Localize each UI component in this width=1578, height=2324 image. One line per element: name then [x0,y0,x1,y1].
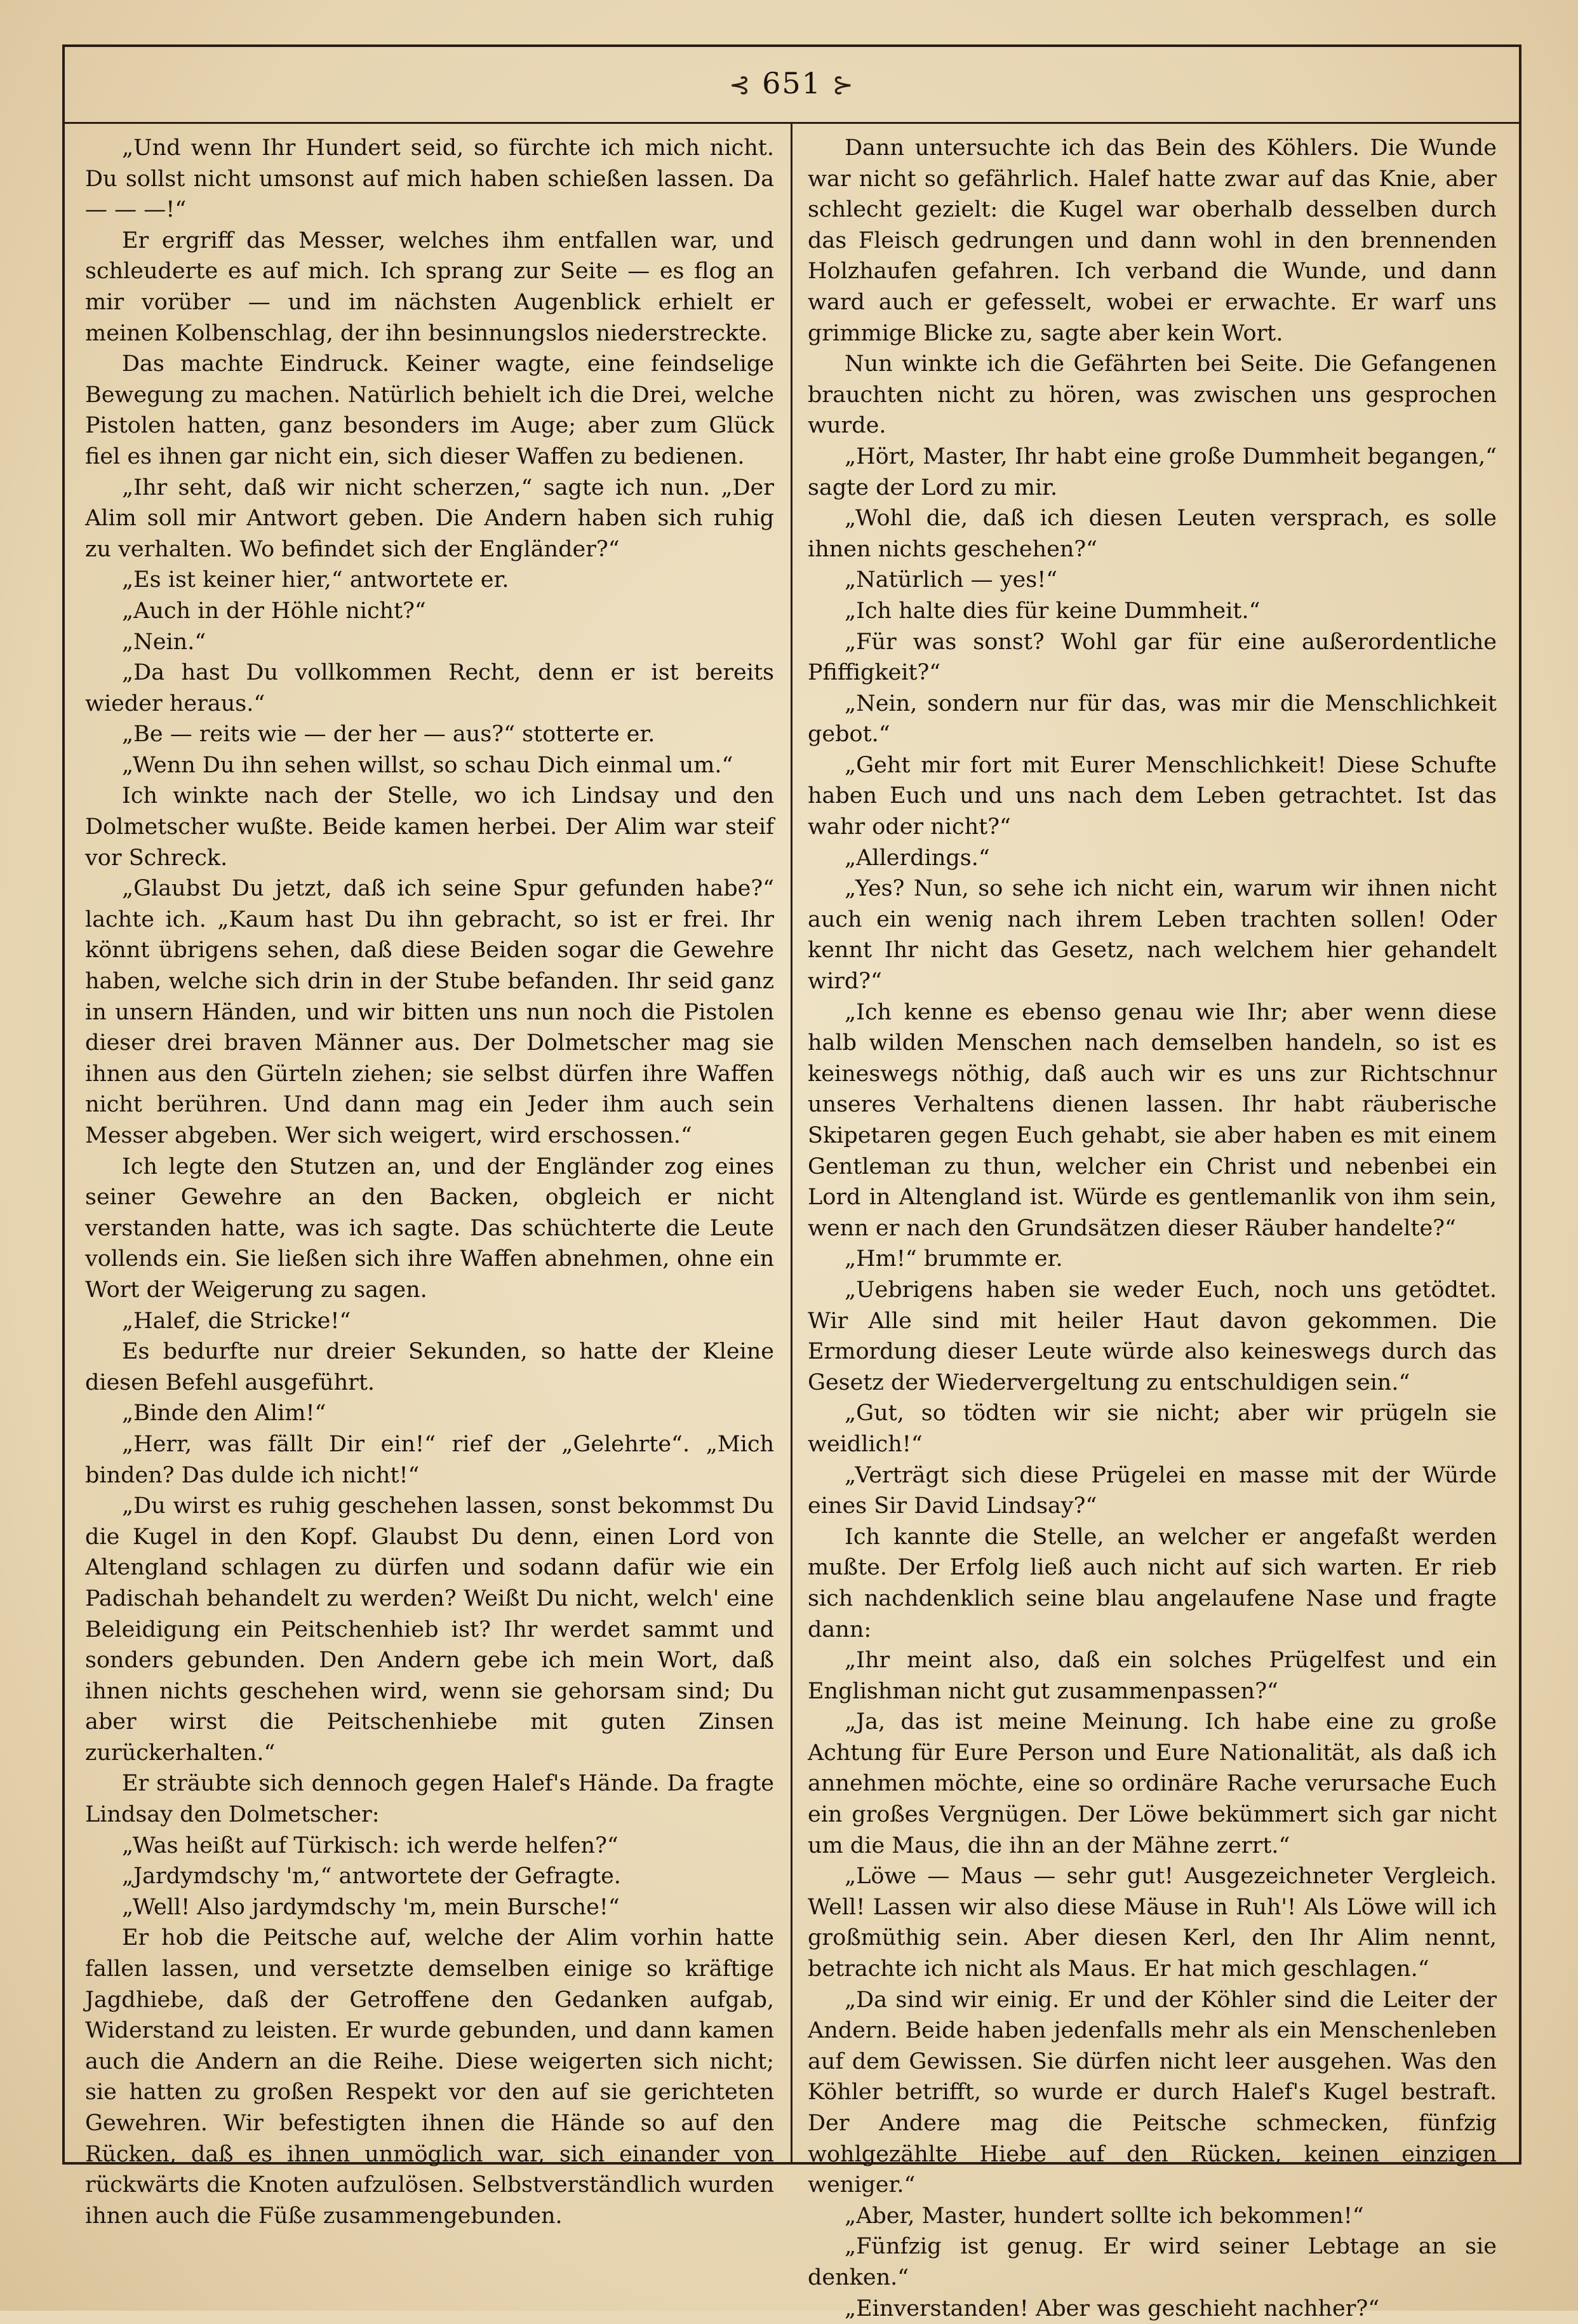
paragraph: Ich winkte nach der Stelle, wo ich Lindsay und den Dolmetscher wußte. Beide kamen herbei. Der Alim war steif vor Schreck. [85,783,774,871]
page-frame [62,44,1521,2321]
right-ornament-icon: ⊱ [832,71,855,100]
paragraph: „Ja, das ist meine Meinung. Ich habe eine zu große Achtung für Eure Person und Eure Nationalität, als daß ich annehmen möchte, eine so ordinäre Rache verursache Euch ein großes Vergnügen. Der Löwe bekümmert sich gar nicht um die Maus, die ihn an der Mähne zerrt.“ [808,1709,1497,1858]
page-header [65,66,1519,111]
paragraph: „Löwe — Maus — sehr gut! Ausgezeichneter Vergleich. Well! Lassen wir also diese Mäuse in Ruh'! Als Löwe will ich großmüthig sein. Aber diesen Kerl, den Ihr Alim nennt, betrachte ich nicht als Maus. Er hat mich geschlagen.“ [808,1864,1497,1982]
paragraph: „Natürlich — yes!“ [845,567,1058,593]
paragraph: Dann untersuchte ich das Bein des Köhlers. Die Wunde war nicht so gefährlich. Halef hatte zwar auf das Knie, aber schlecht gezielt: die Kugel war oberhalb desselben durch das Fleisch gedrungen und dann wohl in den brennenden Holzhaufen gefahren. Ich verband die Wunde, und dann ward auch er gefesselt, wobei er erwachte. Er warf uns grimmige Blicke zu, sagte aber kein Wort. [808,135,1497,346]
paragraph: Das machte Eindruck. Keiner wagte, eine feindselige Bewegung zu machen. Natürlich behielt ich die Drei, welche Pistolen hatten, ganz besonders im Auge; aber zum Glück fiel es ihnen gar nicht ein, sich dieser Waffen zu bedienen. [85,351,774,469]
paragraph: „Ich kenne es ebenso genau wie Ihr; aber wenn diese halb wilden Menschen nach demselben handeln, so ist es keineswegs nöthig, daß auch wir es uns zur Richtschnur unseres Verhaltens dienen lassen. Ihr habt räuberische Skipetaren gegen Euch gehabt, sie aber haben es mit einem Gentleman zu thun, welcher ein Christ und nebenbei ein Lord in Altengland ist. Würde es gentlemanlik von ihm sein, wenn er nach den Grundsätzen dieser Räuber handelte?“ [808,999,1497,1241]
paragraph: „Herr, was fällt Dir ein!“ rief der „Gelehrte“. „Mich binden? Das dulde ich nicht!“ [85,1431,774,1488]
paragraph: „Jardymdschy 'm,“ antwortete der Gefragte. [122,1864,621,1890]
paragraph: „Uebrigens haben sie weder Euch, noch uns getödtet. Wir Alle sind mit heiler Haut davon gekommen. Die Ermordung dieser Leute würde also keineswegs durch das Gesetz der Wiedervergeltung zu entschuldigen sein.“ [808,1277,1497,1395]
paragraph: „Yes? Nun, so sehe ich nicht ein, warum wir ihnen nicht auch ein wenig nach ihrem Leben trachten sollen! Oder kennt Ihr nicht das Gesetz, nach welchem hier gehandelt wird?“ [808,876,1497,995]
paragraph: „Glaubst Du jetzt, daß ich seine Spur gefunden habe?“ lachte ich. „Kaum hast Du ihn gebracht, so ist er frei. Ihr könnt übrigens sehen, daß diese Beiden sogar die Gewehre haben, welche sich drin in der Stube befanden. Ihr seid ganz in unsern Händen, und wir bitten uns nun noch die Pistolen dieser drei braven Männer aus. Der Dolmetscher mag sie ihnen aus den Gürteln ziehen; sie selbst dürfen ihre Waffen nicht berühren. Und dann mag ein Jeder ihm auch sein Messer abgeben. Wer sich weigert, wird erschossen.“ [85,876,774,1148]
paragraph: „Hm!“ brummte er. [845,1246,1063,1272]
paragraph: „Be — reits wie — der her — aus?“ stotterte er. [122,722,655,748]
paragraph: Ich legte den Stutzen an, und der Engländer zog eines seiner Gewehre an den Backen, obgleich er nicht verstanden hatte, was ich sagte. Das schüchterte die Leute vollends ein. Sie ließen sich ihre Waffen abnehmen, ohne ein Wort der Weigerung zu sagen. [85,1153,774,1303]
paragraph: „Und wenn Ihr Hundert seid, so fürchte ich mich nicht. Du sollst nicht umsonst auf mich haben schießen lassen. Da — — —!“ [85,135,774,223]
paragraph: „Binde den Alim!“ [122,1400,326,1427]
paragraph: „Ich halte dies für keine Dummheit.“ [845,598,1260,624]
paragraph: Er sträubte sich dennoch gegen Halef's Hände. Da fragte Lindsay den Dolmetscher: [85,1771,774,1828]
paragraph: „Fünfzig ist genug. Er wird seiner Lebtage an sie denken.“ [808,2234,1497,2290]
left-ornament-icon: ⊰ [728,71,752,100]
column-divider [791,122,792,2162]
paragraph: „Ihr seht, daß wir nicht scherzen,“ sagte ich nun. „Der Alim soll mir Antwort geben. Die Andern haben sich ruhig zu verhalten. Wo befindet sich der Engländer?“ [85,474,774,562]
paragraph: „Für was sonst? Wohl gar für eine außerordentliche Pfiffigkeit?“ [808,629,1497,686]
paragraph: Nun winkte ich die Gefährten bei Seite. Die Gefangenen brauchten nicht zu hören, was zwischen uns gesprochen wurde. [808,351,1497,439]
paragraph: „Allerdings.“ [845,845,990,871]
paragraph: „Hört, Master, Ihr habt eine große Dummheit begangen,“ sagte der Lord zu mir. [808,443,1497,500]
paragraph: „Wenn Du ihn sehen willst, so schau Dich einmal um.“ [122,752,733,778]
paragraph: „Du wirst es ruhig geschehen lassen, sonst bekommst Du die Kugel in den Kopf. Glaubst Du denn, einen Lord von Altengland schlagen zu dürfen und sodann dafür wie ein Padischah behandelt zu werden? Weißt Du nicht, welch' eine Beleidigung ein Peitschenhieb ist? Ihr werdet sammt und sonders gebunden. Den Andern gebe ich mein Wort, daß ihnen nichts geschehen wird, wenn sie gehorsam sind; Du aber wirst die Peitschenhiebe mit guten Zinsen zurückerhalten.“ [85,1493,774,1766]
paragraph: „Verträgt sich diese Prügelei en masse mit der Würde eines Sir David Lindsay?“ [808,1462,1497,1519]
paragraph: „Aber, Master, hundert sollte ich bekommen!“ [845,2203,1364,2229]
right-column [808,133,1497,2321]
paragraph: Ich kannte die Stelle, an welcher er angefaßt werden mußte. Der Erfolg ließ auch nicht auf sich warten. Er rieb sich nachdenklich seine blau angelaufene Nase und fragte dann: [808,1524,1497,1642]
paragraph: „Halef, die Stricke!“ [122,1308,351,1334]
paragraph: „Gut, so tödten wir sie nicht; aber wir prügeln sie weidlich!“ [808,1400,1497,1457]
paragraph: „Ihr meint also, daß ein solches Prügelfest und ein Englishman nicht gut zusammenpassen?“ [808,1648,1497,1704]
paragraph: Es bedurfte nur dreier Sekunden, so hatte der Kleine diesen Befehl ausgeführt. [85,1339,774,1395]
paragraph: „Was heißt auf Türkisch: ich werde helfen?“ [122,1832,618,1858]
page-number: 651 [762,66,822,100]
left-column [85,133,774,2229]
paragraph: „Nein, sondern nur für das, was mir die Menschlichkeit gebot.“ [808,690,1497,748]
paragraph: „Geht mir fort mit Eurer Menschlichkeit! Diese Schufte haben Euch und uns nach dem Leben getrachtet. Ist das wahr oder nicht?“ [808,752,1497,840]
paragraph: „Einverstanden! Aber was geschieht nachher?“ [845,2295,1380,2321]
paragraph: Er hob die Peitsche auf, welche der Alim vorhin hatte fallen lassen, und versetzte demselben einige so kräftige Jagdhiebe, daß der Getroffene den Gedanken aufgab, Widerstand zu leisten. Er wurde gebunden, und dann kamen auch die Andern an die Reihe. Diese weigerten sich nicht; sie hatten zu großen Respekt vor den auf sie gerichteten Gewehren. Wir befestigten ihnen die Hände so auf den Rücken, daß es ihnen unmöglich war, sich einander von rückwärts die Knoten aufzulösen. Selbstverständlich wurden ihnen auch die Füße zusammengebunden. [85,1925,774,2229]
paragraph: „Da hast Du vollkommen Recht, denn er ist bereits wieder heraus.“ [85,660,774,716]
paragraph: „Nein.“ [122,629,206,655]
paragraph: „Es ist keiner hier,“ antwortete er. [122,567,509,593]
paragraph: „Da sind wir einig. Er und der Köhler sind die Leiter der Andern. Beide haben jedenfalls mehr als ein Menschenleben auf dem Gewissen. Sie dürfen nicht leer ausgehen. Was den Köhler betrifft, so wurde er durch Halef's Kugel bestraft. Der Andere mag die Peitsche schmecken, fünfzig wohlgezählte Hiebe auf den Rücken, keinen einzigen weniger.“ [808,1987,1497,2198]
paragraph: „Wohl die, daß ich diesen Leuten versprach, es solle ihnen nichts geschehen?“ [808,506,1497,562]
paragraph: „Auch in der Höhle nicht?“ [122,598,426,624]
paragraph: Er ergriff das Messer, welches ihm entfallen war, und schleuderte es auf mich. Ich sprang zur Seite — es flog an mir vorüber — und im nächsten Augenblick erhielt er meinen Kolbenschlag, der ihn besinnungslos niederstreckte. [85,227,774,346]
paragraph: „Well! Also jardymdschy 'm, mein Bursche!“ [122,1894,620,1920]
